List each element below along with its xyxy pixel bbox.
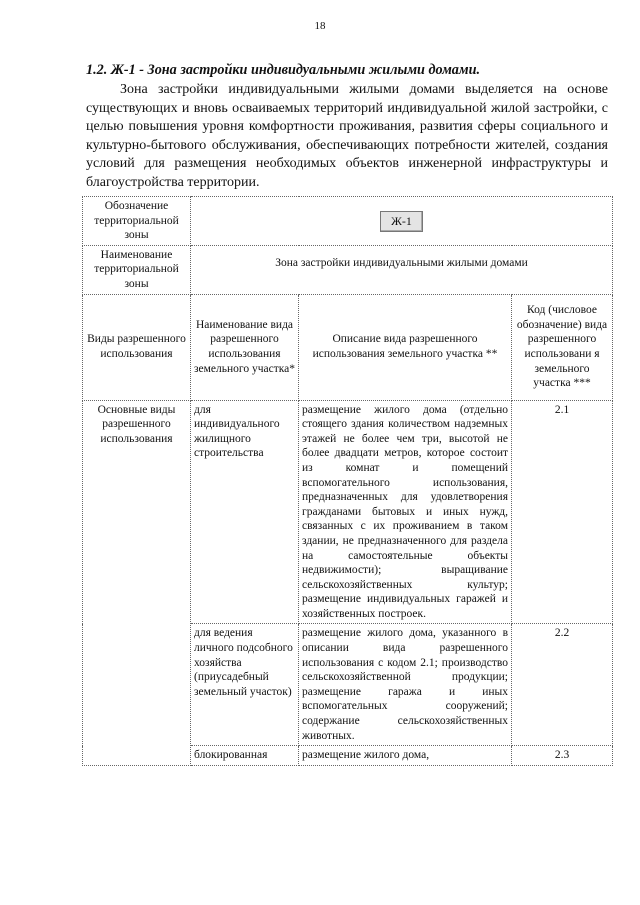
zone-table bbox=[82, 196, 613, 766]
zone-code-row bbox=[83, 197, 613, 246]
use-name: для ведения личного подсобного хозяйства (приусадебный земельный участок) bbox=[191, 624, 299, 746]
zone-name: Зона застройки индивидуальными жилыми домами bbox=[275, 256, 528, 269]
use-description: размещение жилого дома, bbox=[299, 746, 512, 766]
zone-name-cell bbox=[191, 245, 613, 294]
col-name-header: Наименование вида разрешенного использования земельного участка* bbox=[191, 294, 299, 400]
use-code: 2.2 bbox=[512, 624, 613, 746]
zone-name-row bbox=[83, 245, 613, 294]
intro-paragraph: Зона застройки индивидуальными жилыми домами выделяется на основе существующих и вновь осваиваемых территорий индивидуальной жилой застройки, с целью повышения уровня комфортности проживания, развития сферы социального и культурно-бытового обслуживания, обеспечивающих потребности жителей, создания условий для размещения необходимых объектов инженерной инфраструктуры и благоустройства территории. bbox=[86, 82, 608, 190]
zone-label-header: Обозначение территориальной зоны bbox=[83, 197, 191, 246]
zone-name-header: Наименование территориальной зоны bbox=[83, 245, 191, 294]
zone-code-cell bbox=[191, 197, 613, 246]
use-description: размещение жилого дома, указанного в описании вида разрешенного использования с кодом 2.1; производство сельскохозяйственной продукции; размещение гаража и иных вспомогательных сооружений; содержание сельскохозяйственных животных. bbox=[299, 624, 512, 746]
zone-code-badge: Ж-1 bbox=[380, 211, 423, 232]
use-code: 2.3 bbox=[512, 746, 613, 766]
col-kinds-header: Виды разрешенного использования bbox=[83, 294, 191, 400]
table-row bbox=[83, 400, 613, 624]
main-kinds-cell: Основные виды разрешенного использования bbox=[83, 400, 191, 765]
col-desc-header: Описание вида разрешенного использования земельного участка ** bbox=[299, 294, 512, 400]
column-header-row bbox=[83, 294, 613, 400]
col-code-header: Код (числовое обозначение) вида разрешенного использовани я земельного участка *** bbox=[512, 294, 613, 400]
use-description: размещение жилого дома (отдельно стоящего здания количеством надземных этажей не более чем три, высотой не более двадцати метров, которое состоит из комнат и помещений вспомогательного использования, предназначенных для удовлетворения гражданами бытовых и иных нужд, связанных с их проживанием в таком здании, не предназначенного для раздела на самостоятельные объекты недвижимости); выращивание сельскохозяйственных культур; размещение индивидуальных гаражей и хозяйственных построек. bbox=[299, 400, 512, 624]
use-name: для индивидуального жилищного строительства bbox=[191, 400, 299, 624]
page-number: 18 bbox=[314, 20, 326, 32]
use-code: 2.1 bbox=[512, 400, 613, 624]
use-name: блокированная bbox=[191, 746, 299, 766]
section-heading: 1.2. Ж-1 - Зона застройки индивидуальными жилыми домами. bbox=[86, 62, 481, 78]
